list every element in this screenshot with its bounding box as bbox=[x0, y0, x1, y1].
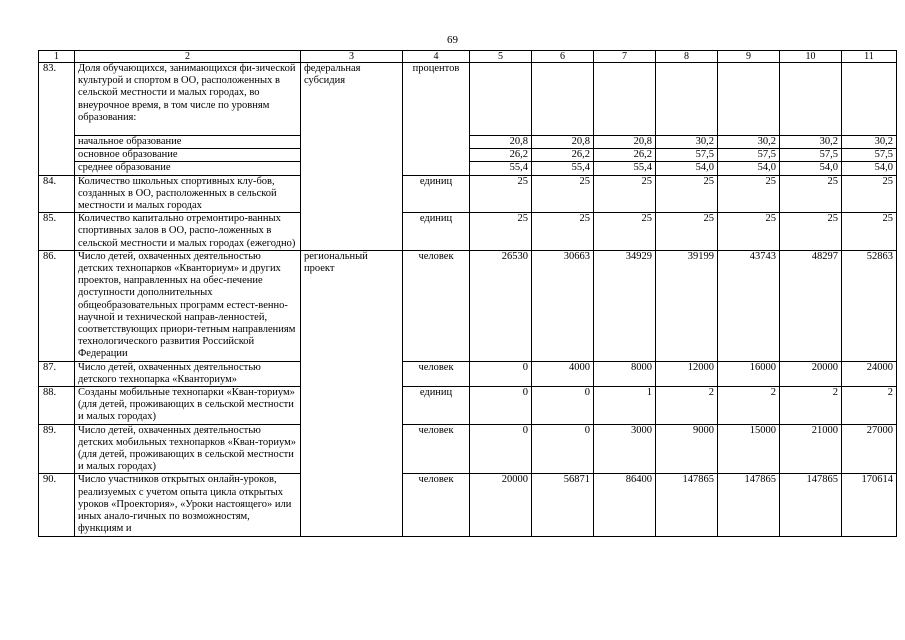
sub-row bbox=[39, 136, 897, 149]
value-cell: 48297 bbox=[780, 250, 842, 361]
source-cell bbox=[301, 213, 403, 251]
value-cell: 54,0 bbox=[718, 162, 780, 175]
value-cell: 20,8 bbox=[594, 136, 656, 149]
unit-cell: процентов bbox=[403, 63, 470, 136]
value-cell: 9000 bbox=[656, 424, 718, 474]
table-row bbox=[39, 250, 897, 361]
table-row bbox=[39, 474, 897, 536]
sub-row bbox=[39, 162, 897, 175]
table-row bbox=[39, 175, 897, 213]
row-number: 85. bbox=[39, 213, 75, 251]
value-cell: 26530 bbox=[470, 250, 532, 361]
source-cell bbox=[301, 361, 403, 386]
value-cell: 25 bbox=[656, 213, 718, 251]
row-number: 88. bbox=[39, 387, 75, 425]
value-cell: 55,4 bbox=[532, 162, 594, 175]
value-cell: 39199 bbox=[656, 250, 718, 361]
value-cell: 86400 bbox=[594, 474, 656, 536]
indicator-name: Число участников открытых онлайн-уроков, реализуемых с учетом опыта цикла открытых уроков «Проектория», «Уроки настоящего» или иных анало-гичных по возможностям, функциям и bbox=[75, 474, 301, 536]
header-cell: 11 bbox=[842, 51, 897, 63]
value-cell: 52863 bbox=[842, 250, 897, 361]
table-row bbox=[39, 361, 897, 386]
value-cell: 170614 bbox=[842, 474, 897, 536]
table-row bbox=[39, 424, 897, 474]
header-row bbox=[39, 51, 897, 63]
value-cell: 54,0 bbox=[842, 162, 897, 175]
header-cell: 1 bbox=[39, 51, 75, 63]
value-cell: 0 bbox=[470, 387, 532, 425]
value-cell: 26,2 bbox=[594, 149, 656, 162]
value-cell: 25 bbox=[718, 175, 780, 213]
row-number: 84. bbox=[39, 175, 75, 213]
value-cell: 30,2 bbox=[780, 136, 842, 149]
header-cell: 5 bbox=[470, 51, 532, 63]
value-cell: 1 bbox=[594, 387, 656, 425]
value-cell: 54,0 bbox=[780, 162, 842, 175]
value-cell: 2 bbox=[842, 387, 897, 425]
value-cell: 26,2 bbox=[470, 149, 532, 162]
value-cell: 25 bbox=[594, 175, 656, 213]
value-cell: 30663 bbox=[532, 250, 594, 361]
value-cell: 25 bbox=[470, 175, 532, 213]
indicator-name: Доля обучающихся, занимающихся фи-зической культурой и спортом в ОО, расположенных в сельской местности и малых городах, во внеурочное время, в том числе по уровням образования: bbox=[75, 63, 301, 136]
value-cell: 57,5 bbox=[718, 149, 780, 162]
unit-cell: единиц bbox=[403, 175, 470, 213]
value-cell: 21000 bbox=[780, 424, 842, 474]
unit-cell: человек bbox=[403, 474, 470, 536]
value-cell: 27000 bbox=[842, 424, 897, 474]
value-cell: 30,2 bbox=[842, 136, 897, 149]
source-cell bbox=[301, 424, 403, 474]
indicator-name: Количество капитально отремонтиро-ванных спортивных залов в ОО, распо-ложенных в сельской местности и малых городах (ежегодно) bbox=[75, 213, 301, 251]
value-cell: 16000 bbox=[718, 361, 780, 386]
row-number: 89. bbox=[39, 424, 75, 474]
unit-cell: единиц bbox=[403, 213, 470, 251]
value-cell: 25 bbox=[532, 175, 594, 213]
value-cell: 12000 bbox=[656, 361, 718, 386]
row-number: 83. bbox=[39, 63, 75, 176]
row-number: 90. bbox=[39, 474, 75, 536]
unit-cell: человек bbox=[403, 250, 470, 361]
value-cell: 30,2 bbox=[718, 136, 780, 149]
value-cell: 55,4 bbox=[470, 162, 532, 175]
value-cell: 25 bbox=[470, 213, 532, 251]
indicators-table bbox=[38, 50, 897, 537]
value-cell: 25 bbox=[780, 175, 842, 213]
value-cell: 26,2 bbox=[532, 149, 594, 162]
value-cell: 0 bbox=[470, 361, 532, 386]
value-cell: 20000 bbox=[470, 474, 532, 536]
header-cell: 2 bbox=[75, 51, 301, 63]
value-cell: 24000 bbox=[842, 361, 897, 386]
value-cell: 57,5 bbox=[842, 149, 897, 162]
table-row bbox=[39, 387, 897, 425]
header-cell: 4 bbox=[403, 51, 470, 63]
value-cell: 2 bbox=[718, 387, 780, 425]
value-cell: 0 bbox=[470, 424, 532, 474]
value-cell: 34929 bbox=[594, 250, 656, 361]
sub-indicator-name: основное образование bbox=[75, 149, 301, 162]
header-cell: 6 bbox=[532, 51, 594, 63]
unit-cell: человек bbox=[403, 424, 470, 474]
source-cell: региональный проект bbox=[301, 250, 403, 361]
header-cell: 7 bbox=[594, 51, 656, 63]
value-cell: 20,8 bbox=[532, 136, 594, 149]
unit-cell: единиц bbox=[403, 387, 470, 425]
unit-cell: человек bbox=[403, 361, 470, 386]
value-cell: 55,4 bbox=[594, 162, 656, 175]
value-cell: 147865 bbox=[780, 474, 842, 536]
table-row bbox=[39, 213, 897, 251]
value-cell: 20000 bbox=[780, 361, 842, 386]
value-cell: 43743 bbox=[718, 250, 780, 361]
sub-indicator-name: среднее образование bbox=[75, 162, 301, 175]
value-cell: 30,2 bbox=[656, 136, 718, 149]
indicator-name: Число детей, охваченных деятельностью детского технопарка «Кванториум» bbox=[75, 361, 301, 386]
value-cell: 3000 bbox=[594, 424, 656, 474]
header-cell: 10 bbox=[780, 51, 842, 63]
value-cell: 25 bbox=[842, 213, 897, 251]
indicator-name: Количество школьных спортивных клу-бов, созданных в ОО, расположенных в сельской местности и малых городах bbox=[75, 175, 301, 213]
value-cell: 8000 bbox=[594, 361, 656, 386]
value-cell: 4000 bbox=[532, 361, 594, 386]
value-cell: 25 bbox=[842, 175, 897, 213]
indicator-name: Созданы мобильные технопарки «Кван-ториум» (для детей, проживающих в сельской местности и малых городах) bbox=[75, 387, 301, 425]
source-cell: федеральная субсидия bbox=[301, 63, 403, 136]
value-cell: 25 bbox=[594, 213, 656, 251]
value-cell: 57,5 bbox=[656, 149, 718, 162]
value-cell: 147865 bbox=[656, 474, 718, 536]
value-cell: 25 bbox=[780, 213, 842, 251]
value-cell: 25 bbox=[532, 213, 594, 251]
value-cell: 2 bbox=[780, 387, 842, 425]
value-cell: 15000 bbox=[718, 424, 780, 474]
value-cell: 25 bbox=[718, 213, 780, 251]
indicator-name: Число детей, охваченных деятельностью детских технопарков «Кванториум» и других проектов, направленных на обес-печение доступности дополнительных общеобразовательных программ естест-венно-научной и технической направ-ленностей, соответствующих приори-тетным направлениям технологического развития Российской Федерации bbox=[75, 250, 301, 361]
header-cell: 9 bbox=[718, 51, 780, 63]
sub-row bbox=[39, 149, 897, 162]
page-number: 69 bbox=[447, 34, 458, 46]
value-cell: 0 bbox=[532, 387, 594, 425]
source-cell bbox=[301, 474, 403, 536]
row-number: 87. bbox=[39, 361, 75, 386]
source-cell bbox=[301, 387, 403, 425]
value-cell: 0 bbox=[532, 424, 594, 474]
value-cell: 57,5 bbox=[780, 149, 842, 162]
indicator-name: Число детей, охваченных деятельностью детских мобильных технопарков «Кван-ториум» (для детей, проживающих в сельской местности и малых городах) bbox=[75, 424, 301, 474]
value-cell: 54,0 bbox=[656, 162, 718, 175]
sub-indicator-name: начальное образование bbox=[75, 136, 301, 149]
row-number: 86. bbox=[39, 250, 75, 361]
header-cell: 8 bbox=[656, 51, 718, 63]
header-cell: 3 bbox=[301, 51, 403, 63]
table-row bbox=[39, 63, 897, 136]
source-cell bbox=[301, 175, 403, 213]
value-cell: 147865 bbox=[718, 474, 780, 536]
value-cell: 25 bbox=[656, 175, 718, 213]
value-cell: 2 bbox=[656, 387, 718, 425]
value-cell: 56871 bbox=[532, 474, 594, 536]
value-cell: 20,8 bbox=[470, 136, 532, 149]
